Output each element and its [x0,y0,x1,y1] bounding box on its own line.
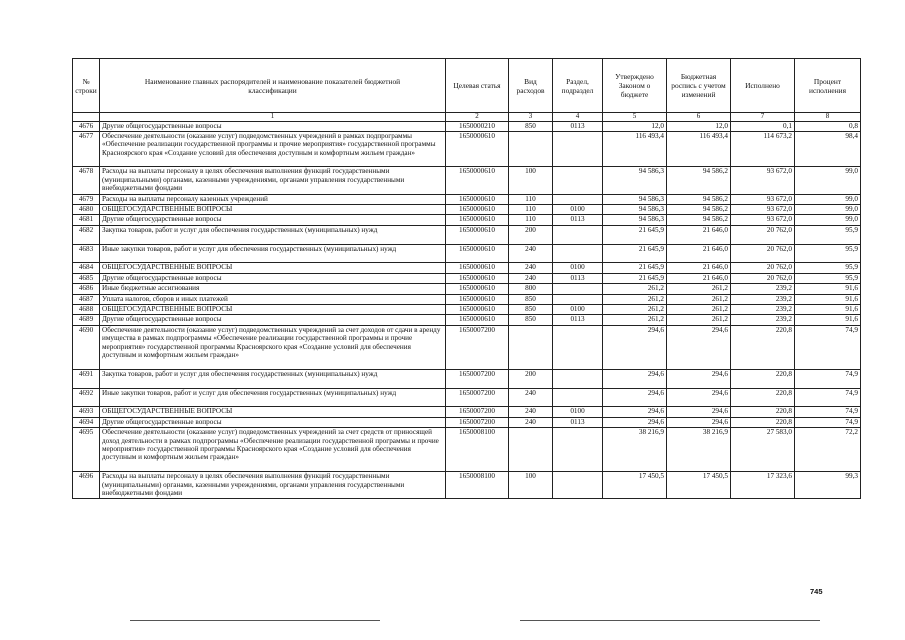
numbering-cell: 4 [553,113,603,122]
row-exptype: 240 [509,388,553,407]
row-number: 4695 [73,428,100,472]
row-executed: 17 323,6 [731,472,795,499]
row-exptype: 240 [509,273,553,283]
row-target: 1650008100 [446,428,509,472]
row-section [553,388,603,407]
row-executed: 20 762,0 [731,244,795,263]
table-row [73,131,861,167]
row-executed: 20 762,0 [731,263,795,273]
row-percent: 91,6 [795,284,861,294]
row-number: 4680 [73,205,100,215]
row-budget-list: 21 646,0 [667,263,731,273]
row-exptype [509,428,553,472]
row-budget-list: 294,6 [667,417,731,427]
row-exptype: 110 [509,205,553,215]
row-target: 1650000610 [446,131,509,167]
row-section [553,284,603,294]
row-percent: 95,9 [795,263,861,273]
numbering-cell: 1 [100,113,446,122]
row-approved: 261,2 [603,305,667,315]
row-number: 4682 [73,225,100,244]
row-name: ОБЩЕГОСУДАРСТВЕННЫЕ ВОПРОСЫ [100,263,446,273]
row-approved: 261,2 [603,284,667,294]
row-budget-list: 294,6 [667,325,731,369]
row-name: Обеспечение деятельности (оказание услуг) подведомственных учреждений за счет доходов от сдачи в аренду имущества в рамках подпрограммы «Обеспечение реализации государственной программы и прочие мероприятия» государственной программы Красноярского края «Создание условий для обеспечения доступным и комфортным жильем граждан» [100,325,446,369]
row-budget-list: 38 216,9 [667,428,731,472]
row-approved: 21 645,9 [603,225,667,244]
table-row [73,194,861,204]
row-budget-list: 116 493,4 [667,131,731,167]
row-number: 4683 [73,244,100,263]
row-section: 0100 [553,407,603,417]
budget-table [72,58,861,499]
table-body [73,121,861,499]
table-row [73,284,861,294]
row-approved: 94 586,3 [603,205,667,215]
row-approved: 21 645,9 [603,273,667,283]
row-section: 0113 [553,215,603,225]
row-target: 1650000610 [446,244,509,263]
row-name: Другие общегосударственные вопросы [100,273,446,283]
row-section: 0113 [553,273,603,283]
row-section [553,225,603,244]
row-executed: 220,8 [731,325,795,369]
row-target: 1650000610 [446,225,509,244]
row-number: 4686 [73,284,100,294]
budget-sheet [72,58,860,499]
row-executed: 114 673,2 [731,131,795,167]
page-number: 745 [810,587,823,596]
row-section [553,325,603,369]
row-target: 1650007200 [446,325,509,369]
footer-rule [130,620,380,621]
row-section: 0113 [553,121,603,131]
row-name: Иные закупки товаров, работ и услуг для обеспечения государственных (муниципальных) нужд [100,388,446,407]
row-name: Расходы на выплаты персоналу в целях обеспечения выполнения функций государственными (муниципальными) органами, казенными учреждениями, органами управления государственными внебюджетными фондами [100,472,446,499]
table-row [73,244,861,263]
row-executed: 20 762,0 [731,273,795,283]
row-budget-list: 294,6 [667,369,731,388]
row-section [553,194,603,204]
row-exptype: 850 [509,294,553,304]
numbering-cell: 8 [795,113,861,122]
row-number: 4685 [73,273,100,283]
row-exptype: 200 [509,225,553,244]
row-percent: 95,9 [795,225,861,244]
numbering-cell: 5 [603,113,667,122]
row-name: ОБЩЕГОСУДАРСТВЕННЫЕ ВОПРОСЫ [100,205,446,215]
header-percent: Процент исполнения [795,59,861,113]
row-section [553,428,603,472]
row-target: 1650000610 [446,194,509,204]
row-percent: 91,6 [795,315,861,325]
row-executed: 93 672,0 [731,205,795,215]
numbering-cell: 2 [446,113,509,122]
row-approved: 17 450,5 [603,472,667,499]
row-section [553,167,603,194]
row-exptype: 100 [509,167,553,194]
numbering-cell: 7 [731,113,795,122]
table-row [73,417,861,427]
row-number: 4690 [73,325,100,369]
row-section: 0113 [553,315,603,325]
row-name: ОБЩЕГОСУДАРСТВЕННЫЕ ВОПРОСЫ [100,305,446,315]
row-approved: 12,0 [603,121,667,131]
numbering-row [73,113,861,122]
row-exptype: 110 [509,194,553,204]
row-approved: 21 645,9 [603,244,667,263]
row-target: 1650000610 [446,263,509,273]
row-percent: 95,9 [795,244,861,263]
row-exptype [509,325,553,369]
header-section: Раздел, подраздел [553,59,603,113]
row-name: Иные закупки товаров, работ и услуг для обеспечения государственных (муниципальных) нужд [100,244,446,263]
row-percent: 91,6 [795,294,861,304]
row-section: 0100 [553,205,603,215]
table-row [73,369,861,388]
row-executed: 239,2 [731,305,795,315]
row-exptype: 240 [509,417,553,427]
row-approved: 94 586,3 [603,167,667,194]
row-target: 1650000610 [446,294,509,304]
row-target: 1650000610 [446,205,509,215]
row-approved: 294,6 [603,417,667,427]
row-budget-list: 21 646,0 [667,244,731,263]
row-target: 1650007200 [446,417,509,427]
row-approved: 294,6 [603,407,667,417]
row-target: 1650007200 [446,407,509,417]
row-target: 1650007200 [446,388,509,407]
row-number: 4677 [73,131,100,167]
row-number: 4692 [73,388,100,407]
row-percent: 99,3 [795,472,861,499]
row-budget-list: 294,6 [667,407,731,417]
row-percent: 99,0 [795,194,861,204]
numbering-cell: 6 [667,113,731,122]
row-executed: 93 672,0 [731,167,795,194]
row-budget-list: 94 586,2 [667,215,731,225]
row-budget-list: 21 646,0 [667,273,731,283]
table-row [73,167,861,194]
row-target: 1650007200 [446,369,509,388]
row-name: Расходы на выплаты персоналу в целях обеспечения выполнения функций государственными (муниципальными) органами, казенными учреждениями, органами управления государственными внебюджетными фондами [100,167,446,194]
row-budget-list: 261,2 [667,315,731,325]
row-name: Обеспечение деятельности (оказание услуг) подведомственных учреждений за счет средств от приносящей доход деятельности в рамках подпрограммы «Обеспечение реализации государственной программы и прочие мероприятия» государственной программы Красноярского края «Создание условий для обеспечения доступным и комфортным жильем граждан» [100,428,446,472]
row-section [553,244,603,263]
table-row [73,121,861,131]
row-name: Другие общегосударственные вопросы [100,417,446,427]
row-percent: 99,0 [795,205,861,215]
table-row [73,263,861,273]
row-number: 4676 [73,121,100,131]
header-row [73,59,861,113]
row-name: Закупка товаров, работ и услуг для обеспечения государственных (муниципальных) нужд [100,369,446,388]
row-budget-list: 94 586,2 [667,205,731,215]
row-budget-list: 261,2 [667,284,731,294]
row-name: Другие общегосударственные вопросы [100,215,446,225]
header-exptype: Вид расходов [509,59,553,113]
row-target: 1650000610 [446,305,509,315]
row-percent: 74,9 [795,407,861,417]
row-executed: 239,2 [731,315,795,325]
row-budget-list: 21 646,0 [667,225,731,244]
table-row [73,205,861,215]
row-executed: 220,8 [731,407,795,417]
row-target: 1650000610 [446,215,509,225]
row-budget-list: 94 586,2 [667,167,731,194]
row-executed: 27 583,0 [731,428,795,472]
row-budget-list: 12,0 [667,121,731,131]
row-percent: 91,6 [795,305,861,315]
row-exptype: 850 [509,315,553,325]
row-executed: 239,2 [731,284,795,294]
row-section: 0100 [553,305,603,315]
row-target: 1650000610 [446,284,509,294]
row-executed: 220,8 [731,417,795,427]
row-executed: 20 762,0 [731,225,795,244]
row-exptype: 240 [509,244,553,263]
table-row [73,215,861,225]
numbering-cell [73,113,100,122]
table-row [73,315,861,325]
row-exptype: 240 [509,263,553,273]
row-section [553,369,603,388]
row-section [553,294,603,304]
row-exptype: 800 [509,284,553,294]
row-approved: 38 216,9 [603,428,667,472]
row-target: 1650000610 [446,167,509,194]
header-approved: Утверждено Законом о бюджете [603,59,667,113]
header-executed: Исполнено [731,59,795,113]
row-target: 1650008100 [446,472,509,499]
header-budget-list: Бюджетная роспись с учетом изменений [667,59,731,113]
row-percent: 0,8 [795,121,861,131]
row-name: Закупка товаров, работ и услуг для обеспечения государственных (муниципальных) нужд [100,225,446,244]
row-approved: 261,2 [603,294,667,304]
header-name: Наименование главных распорядителей и наименование показателей бюджетной классификации [100,59,446,113]
row-approved: 94 586,3 [603,194,667,204]
table-row [73,273,861,283]
row-section [553,472,603,499]
row-name: Обеспечение деятельности (оказание услуг) подведомственных учреждений в рамках подпрограммы «Обеспечение реализации государственной программы и прочие мероприятия» государственной программы Красноярского края «Создание условий для обеспечения доступным и комфортным жильем граждан» [100,131,446,167]
row-approved: 294,6 [603,325,667,369]
row-percent: 74,9 [795,417,861,427]
row-number: 4689 [73,315,100,325]
row-exptype: 240 [509,407,553,417]
row-budget-list: 261,2 [667,305,731,315]
table-row [73,325,861,369]
table-row [73,472,861,499]
row-percent: 95,9 [795,273,861,283]
row-percent: 72,2 [795,428,861,472]
row-approved: 294,6 [603,388,667,407]
table-row [73,294,861,304]
row-exptype: 850 [509,121,553,131]
row-executed: 0,1 [731,121,795,131]
row-number: 4684 [73,263,100,273]
row-executed: 239,2 [731,294,795,304]
row-exptype: 850 [509,305,553,315]
row-executed: 93 672,0 [731,194,795,204]
row-target: 1650000210 [446,121,509,131]
row-name: Другие общегосударственные вопросы [100,315,446,325]
row-percent: 99,0 [795,167,861,194]
row-name: ОБЩЕГОСУДАРСТВЕННЫЕ ВОПРОСЫ [100,407,446,417]
row-exptype: 100 [509,472,553,499]
header-target: Целевая статья [446,59,509,113]
row-percent: 99,0 [795,215,861,225]
row-approved: 21 645,9 [603,263,667,273]
header-row-no: № строки [73,59,100,113]
row-name: Уплата налогов, сборов и иных платежей [100,294,446,304]
table-row [73,407,861,417]
footer-rule [520,620,820,621]
row-percent: 74,9 [795,369,861,388]
row-approved: 94 586,3 [603,215,667,225]
row-percent: 98,4 [795,131,861,167]
row-target: 1650000610 [446,273,509,283]
row-section [553,131,603,167]
row-number: 4694 [73,417,100,427]
table-row [73,428,861,472]
row-name: Иные бюджетные ассигнования [100,284,446,294]
row-budget-list: 261,2 [667,294,731,304]
row-name: Расходы на выплаты персоналу казенных учреждений [100,194,446,204]
numbering-cell: 3 [509,113,553,122]
row-percent: 74,9 [795,325,861,369]
row-budget-list: 294,6 [667,388,731,407]
table-row [73,305,861,315]
row-budget-list: 94 586,2 [667,194,731,204]
row-executed: 220,8 [731,388,795,407]
row-name: Другие общегосударственные вопросы [100,121,446,131]
row-number: 4681 [73,215,100,225]
row-number: 4691 [73,369,100,388]
row-executed: 93 672,0 [731,215,795,225]
row-number: 4696 [73,472,100,499]
row-number: 4678 [73,167,100,194]
row-target: 1650000610 [446,315,509,325]
row-number: 4679 [73,194,100,204]
row-percent: 74,9 [795,388,861,407]
row-number: 4687 [73,294,100,304]
row-number: 4693 [73,407,100,417]
row-approved: 261,2 [603,315,667,325]
row-approved: 116 493,4 [603,131,667,167]
row-exptype: 110 [509,215,553,225]
row-exptype [509,131,553,167]
row-budget-list: 17 450,5 [667,472,731,499]
table-row [73,225,861,244]
row-executed: 220,8 [731,369,795,388]
row-approved: 294,6 [603,369,667,388]
row-section: 0113 [553,417,603,427]
row-section: 0100 [553,263,603,273]
row-exptype: 200 [509,369,553,388]
row-number: 4688 [73,305,100,315]
table-row [73,388,861,407]
